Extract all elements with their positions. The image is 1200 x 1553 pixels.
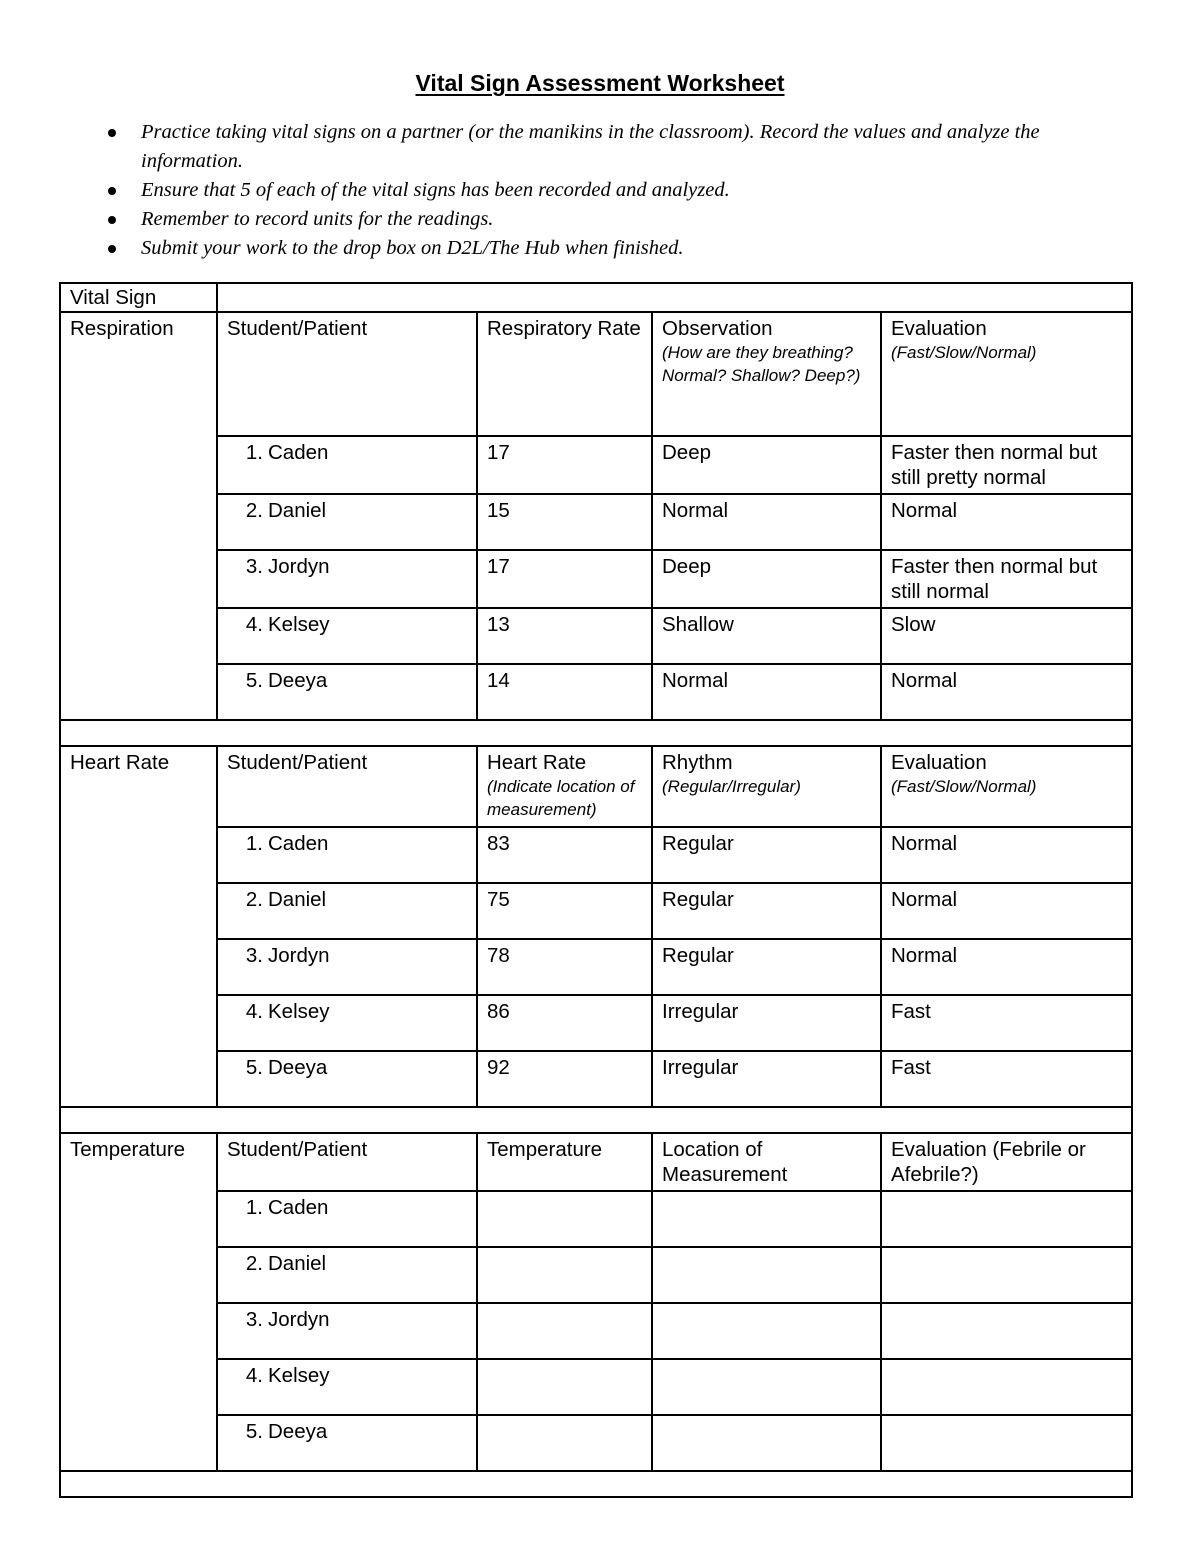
rhythm-cell: Irregular xyxy=(652,995,881,1051)
evaluation-cell: Normal xyxy=(881,827,1132,883)
temperature-value-input[interactable] xyxy=(477,1247,652,1303)
temperature-value-input[interactable] xyxy=(477,1191,652,1247)
column-header xyxy=(652,312,881,436)
observation-cell: Normal xyxy=(652,494,881,550)
table-row xyxy=(60,995,1132,1051)
student-cell: 5. Deeya xyxy=(217,664,477,720)
section-spacer-row xyxy=(60,1107,1132,1133)
table-row xyxy=(60,494,1132,550)
column-header-label: Observation xyxy=(662,317,773,340)
value-cell: 78 xyxy=(477,939,652,995)
column-header xyxy=(881,746,1132,827)
column-header xyxy=(881,312,1132,436)
student-cell: 4. Kelsey xyxy=(217,995,477,1051)
evaluation-input[interactable] xyxy=(881,1191,1132,1247)
value-cell: 92 xyxy=(477,1051,652,1107)
student-cell: 4. Kelsey xyxy=(217,608,477,664)
value-cell: 15 xyxy=(477,494,652,550)
spacer-cell xyxy=(60,1107,1132,1133)
vital-sign-table xyxy=(59,282,1133,1498)
value-cell: 75 xyxy=(477,883,652,939)
column-header: Student/Patient xyxy=(217,1133,477,1191)
heart-rate-label: Heart Rate xyxy=(60,746,217,1107)
column-header-label: Rhythm xyxy=(662,751,733,774)
temperature-value-input[interactable] xyxy=(477,1303,652,1359)
table-row xyxy=(60,827,1132,883)
temperature-value-input[interactable] xyxy=(477,1415,652,1471)
location-input[interactable] xyxy=(652,1359,881,1415)
student-cell: 2. Daniel xyxy=(217,494,477,550)
page-title: Vital Sign Assessment Worksheet xyxy=(415,70,785,96)
table-row xyxy=(60,664,1132,720)
temperature-value-input[interactable] xyxy=(477,1359,652,1415)
rhythm-cell: Irregular xyxy=(652,1051,881,1107)
value-cell: 83 xyxy=(477,827,652,883)
value-cell: 86 xyxy=(477,995,652,1051)
student-cell: 4. Kelsey xyxy=(217,1359,477,1415)
table-row xyxy=(60,436,1132,494)
student-cell: 1. Caden xyxy=(217,827,477,883)
student-cell: 2. Daniel xyxy=(217,883,477,939)
column-header: Temperature xyxy=(477,1133,652,1191)
spacer-cell xyxy=(60,720,1132,746)
table-row xyxy=(60,883,1132,939)
table-header-row xyxy=(60,283,1132,312)
evaluation-cell: Normal xyxy=(881,664,1132,720)
table-row xyxy=(60,1051,1132,1107)
evaluation-input[interactable] xyxy=(881,1303,1132,1359)
instruction-item: Ensure that 5 of each of the vital signs has been recorded and analyzed. xyxy=(100,176,1090,205)
observation-cell: Normal xyxy=(652,664,881,720)
column-header-note: (Fast/Slow/Normal) xyxy=(891,777,1037,796)
column-header: Location of Measurement xyxy=(652,1133,881,1191)
evaluation-cell: Faster then normal but still pretty normal xyxy=(881,436,1132,494)
student-cell: 3. Jordyn xyxy=(217,1303,477,1359)
column-header xyxy=(652,746,881,827)
observation-cell: Deep xyxy=(652,550,881,608)
column-header xyxy=(477,746,652,827)
rhythm-cell: Regular xyxy=(652,939,881,995)
value-cell: 17 xyxy=(477,436,652,494)
location-input[interactable] xyxy=(652,1247,881,1303)
student-cell: 3. Jordyn xyxy=(217,550,477,608)
evaluation-cell: Slow xyxy=(881,608,1132,664)
student-cell: 2. Daniel xyxy=(217,1247,477,1303)
table-row xyxy=(60,608,1132,664)
column-header: Respiratory Rate xyxy=(477,312,652,436)
value-cell: 14 xyxy=(477,664,652,720)
section-spacer-row xyxy=(60,720,1132,746)
section-spacer-row xyxy=(60,1471,1132,1497)
observation-cell: Deep xyxy=(652,436,881,494)
column-header-label: Evaluation xyxy=(891,317,987,340)
value-cell: 17 xyxy=(477,550,652,608)
student-cell: 1. Caden xyxy=(217,436,477,494)
spacer-cell xyxy=(60,1471,1132,1497)
column-header-label: Heart Rate xyxy=(487,751,587,774)
observation-cell: Shallow xyxy=(652,608,881,664)
evaluation-input[interactable] xyxy=(881,1247,1132,1303)
respiration-header-row xyxy=(60,312,1132,436)
student-cell: 5. Deeya xyxy=(217,1415,477,1471)
evaluation-cell: Normal xyxy=(881,939,1132,995)
evaluation-input[interactable] xyxy=(881,1415,1132,1471)
instruction-item: Submit your work to the drop box on D2L/The Hub when finished. xyxy=(100,234,1090,263)
instructions-list xyxy=(100,118,1090,263)
table-row xyxy=(60,1247,1132,1303)
column-header-note: (How are they breathing? Normal? Shallow? Deep?) xyxy=(662,343,861,385)
heart-rate-header-row xyxy=(60,746,1132,827)
temperature-label: Temperature xyxy=(60,1133,217,1471)
respiration-label: Respiration xyxy=(60,312,217,720)
temperature-header-row xyxy=(60,1133,1132,1191)
header-blank-cell xyxy=(217,283,1132,312)
location-input[interactable] xyxy=(652,1303,881,1359)
instruction-item: Practice taking vital signs on a partner (or the manikins in the classroom). Record the values and analyze the information. xyxy=(100,118,1090,176)
column-header: Student/Patient xyxy=(217,312,477,436)
location-input[interactable] xyxy=(652,1191,881,1247)
evaluation-input[interactable] xyxy=(881,1359,1132,1415)
location-input[interactable] xyxy=(652,1415,881,1471)
rhythm-cell: Regular xyxy=(652,827,881,883)
table-row xyxy=(60,939,1132,995)
student-cell: 3. Jordyn xyxy=(217,939,477,995)
evaluation-cell: Fast xyxy=(881,995,1132,1051)
evaluation-cell: Faster then normal but still normal xyxy=(881,550,1132,608)
column-header: Student/Patient xyxy=(217,746,477,827)
student-cell: 1. Caden xyxy=(217,1191,477,1247)
column-header-label: Evaluation xyxy=(891,751,987,774)
value-cell: 13 xyxy=(477,608,652,664)
column-header-note: (Fast/Slow/Normal) xyxy=(891,343,1037,362)
student-cell: 5. Deeya xyxy=(217,1051,477,1107)
table-row xyxy=(60,1303,1132,1359)
column-header: Evaluation (Febrile or Afebrile?) xyxy=(881,1133,1132,1191)
evaluation-cell: Fast xyxy=(881,1051,1132,1107)
table-row xyxy=(60,1415,1132,1471)
evaluation-cell: Normal xyxy=(881,883,1132,939)
table-row xyxy=(60,1359,1132,1415)
rhythm-cell: Regular xyxy=(652,883,881,939)
evaluation-cell: Normal xyxy=(881,494,1132,550)
table-row xyxy=(60,1191,1132,1247)
instruction-item: Remember to record units for the readings. xyxy=(100,205,1090,234)
table-row xyxy=(60,550,1132,608)
column-header-note: (Regular/Irregular) xyxy=(662,777,801,796)
vital-sign-header: Vital Sign xyxy=(60,283,217,312)
column-header-note: (Indicate location of measurement) xyxy=(487,777,635,819)
